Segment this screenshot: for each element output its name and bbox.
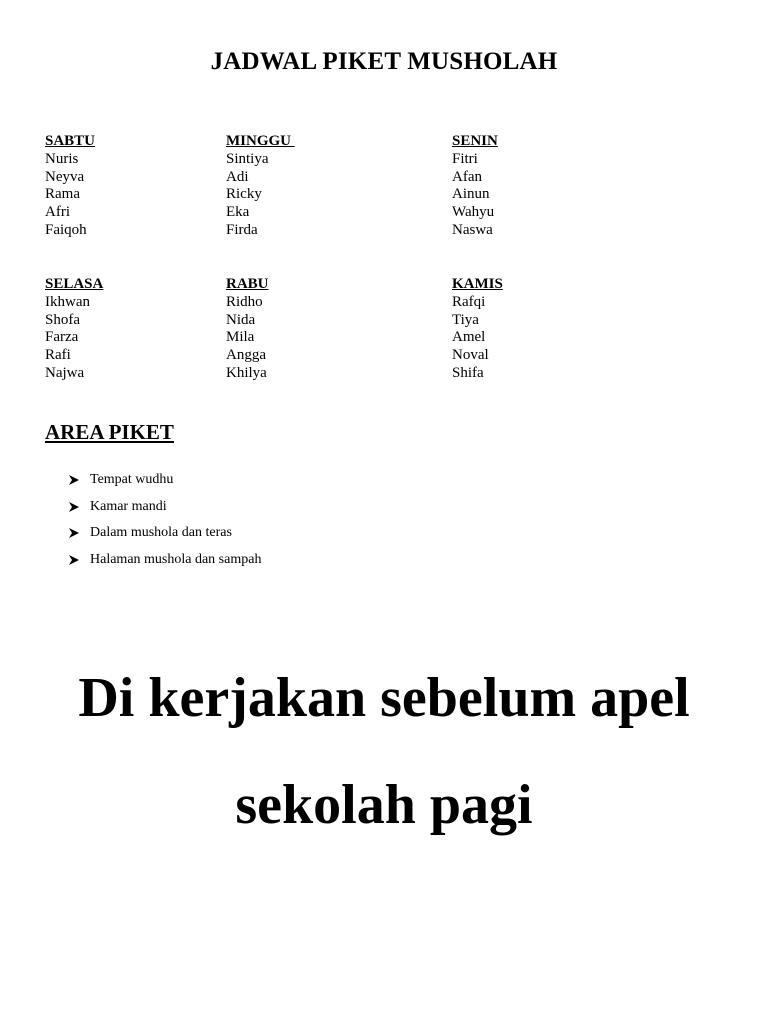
schedule-name: Farza (45, 329, 79, 346)
schedule-day-sabtu (45, 133, 95, 240)
notice-line-2: sekolah pagi (235, 774, 533, 836)
schedule-name: Afri (45, 204, 70, 221)
day-heading: SABTU (45, 133, 96, 149)
schedule-name: Rafi (45, 347, 71, 364)
arrowhead-bullet-icon (68, 474, 80, 486)
area-list (68, 470, 261, 577)
arrowhead-bullet-icon (68, 501, 80, 513)
schedule-day-kamis (452, 276, 503, 383)
day-heading: MINGGU (226, 133, 295, 149)
schedule-name: Adi (226, 168, 249, 185)
schedule-name: Sintiya (226, 150, 269, 167)
schedule-name: Mila (226, 329, 255, 346)
page-title: JADWAL PIKET MUSHOLAH (210, 48, 558, 75)
schedule-name: Naswa (452, 221, 493, 238)
schedule-name: Neyva (45, 168, 85, 185)
list-item (68, 470, 261, 497)
schedule-name: Tiya (452, 311, 479, 328)
schedule-name: Ainun (452, 186, 490, 203)
schedule-name: Noval (452, 347, 489, 364)
schedule-day-rabu (226, 276, 269, 383)
schedule-day-senin (452, 133, 498, 240)
schedule-name: Eka (226, 204, 250, 221)
schedule-name: Ridho (226, 293, 263, 310)
schedule-name: Nuris (45, 150, 79, 167)
schedule-name: Ikhwan (45, 293, 90, 310)
notice-line-1: Di kerjakan sebelum apel (78, 667, 690, 729)
schedule-name: Wahyu (452, 204, 495, 221)
area-item-label: Kamar mandi (90, 498, 167, 514)
schedule-name: Shofa (45, 311, 80, 328)
list-item (68, 523, 261, 550)
schedule-name: Faiqoh (45, 221, 87, 238)
schedule-name: Angga (226, 347, 266, 364)
day-heading: SELASA (45, 276, 104, 292)
schedule-name: Firda (226, 221, 258, 238)
area-heading: AREA PIKET (45, 420, 174, 444)
area-item-label: Halaman mushola dan sampah (90, 552, 262, 568)
schedule-name: Amel (452, 329, 486, 346)
day-heading: SENIN (452, 133, 498, 149)
schedule-name: Khilya (226, 364, 267, 381)
schedule-name: Rafqi (452, 293, 486, 310)
schedule-name: Ricky (226, 186, 262, 203)
schedule-name: Shifa (452, 364, 484, 381)
schedule-name: Nida (226, 311, 256, 328)
area-item-label: Dalam mushola dan teras (90, 525, 232, 541)
list-item (68, 550, 261, 577)
schedule-name: Rama (45, 186, 80, 203)
arrowhead-bullet-icon (68, 554, 80, 566)
schedule-day-selasa (45, 276, 103, 383)
list-item (68, 497, 261, 524)
schedule-name: Najwa (45, 364, 85, 381)
day-heading: KAMIS (452, 276, 503, 292)
schedule-name: Fitri (452, 150, 478, 167)
arrowhead-bullet-icon (68, 527, 80, 539)
schedule-day-minggu (226, 133, 295, 240)
schedule-name: Afan (452, 168, 482, 185)
area-item-label: Tempat wudhu (90, 472, 174, 487)
day-heading: RABU (226, 276, 269, 292)
